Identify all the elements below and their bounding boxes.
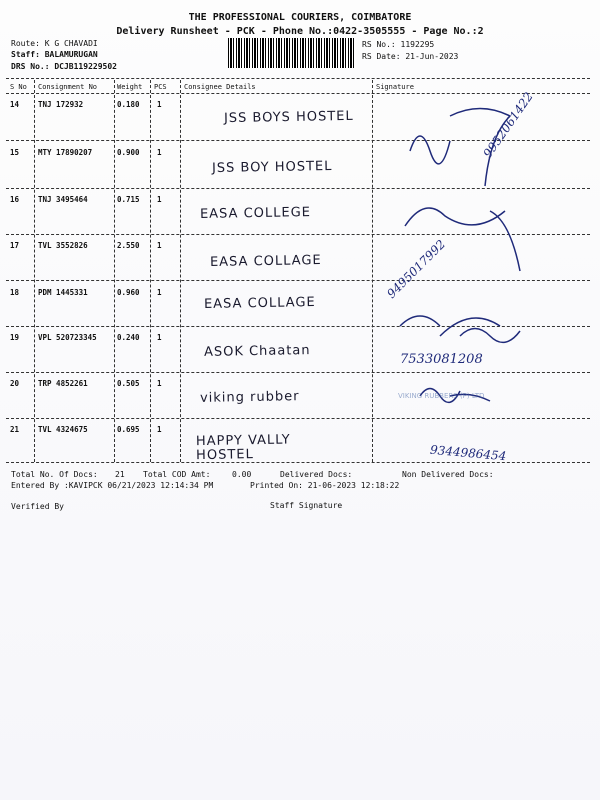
row-consignee-handwritten: ASOK Chaatan xyxy=(203,343,311,360)
delivered-docs-label: Delivered Docs: xyxy=(280,470,353,479)
table-top-rule xyxy=(6,78,590,79)
row-consignee-handwritten: JSS BOYS HOSTEL xyxy=(223,108,354,127)
rs-date: RS Date: 21-Jun-2023 xyxy=(362,52,459,61)
row-consignment: VPL 520723345 xyxy=(38,333,97,342)
cod-label: Total COD Amt: xyxy=(143,470,211,479)
row-sno: 14 xyxy=(10,100,20,109)
col-header-sno: S No xyxy=(10,83,27,91)
col-header-pcs: PCS xyxy=(154,83,167,91)
runsheet-subtitle: Delivery Runsheet - PCK - Phone No.:0422-3505555 - Page No.:2 xyxy=(116,26,484,37)
row-sno: 19 xyxy=(10,333,20,342)
row-consignment: TRP 4852261 xyxy=(38,379,88,388)
row-weight: 0.715 xyxy=(117,195,140,204)
row-pcs: 1 xyxy=(157,241,162,250)
row-pcs: 1 xyxy=(157,379,162,388)
staff-label: Staff: BALAMURUGAN xyxy=(11,50,98,59)
signature-phone: 7533081208 xyxy=(400,352,483,367)
row-consignee-handwritten: EASA COLLAGE xyxy=(209,253,322,270)
row-sno: 16 xyxy=(10,195,20,204)
row-consignee-handwritten: JSS BOY HOSTEL xyxy=(211,158,333,177)
row-pcs: 1 xyxy=(157,195,162,204)
row-sno: 20 xyxy=(10,379,20,388)
row-weight: 0.505 xyxy=(117,379,140,388)
row-sno: 18 xyxy=(10,288,20,297)
staff-signature-label: Staff Signature xyxy=(270,501,343,510)
company-title: THE PROFESSIONAL COURIERS, COIMBATORE xyxy=(188,12,412,23)
signature-phone: 9344986454 xyxy=(429,442,507,464)
row-weight: 0.900 xyxy=(117,148,140,157)
row-consignment: TVL 4324675 xyxy=(38,425,88,434)
company-stamp: VIKING RUBBERS (P) LTD xyxy=(398,392,485,400)
col-header-signature: Signature xyxy=(376,83,414,91)
total-docs-label: Total No. Of Docs: xyxy=(11,470,98,479)
row-consignee-handwritten: viking rubber xyxy=(199,389,300,406)
row-weight: 2.550 xyxy=(117,241,140,250)
col-divider xyxy=(34,80,35,462)
row-weight: 0.180 xyxy=(117,100,140,109)
total-docs-value: 21 xyxy=(115,470,125,479)
cod-value: 0.00 xyxy=(232,470,252,479)
row-consignment: TNJ 172932 xyxy=(38,100,84,109)
row-pcs: 1 xyxy=(157,333,162,342)
col-divider xyxy=(180,80,181,462)
printed-on: Printed On: 21-06-2023 12:18:22 xyxy=(250,481,400,490)
row-pcs: 1 xyxy=(157,425,162,434)
col-header-consignee: Consignee Details xyxy=(184,83,256,91)
col-header-weight: Weight xyxy=(117,83,143,91)
signature-phone: 9495017992 xyxy=(384,237,449,301)
drs-number: DRS No.: DCJB119229502 xyxy=(11,62,117,71)
col-divider xyxy=(150,80,151,462)
non-delivered-docs-label: Non Delivered Docs: xyxy=(402,470,494,479)
row-sno: 17 xyxy=(10,241,20,250)
header-rule xyxy=(6,93,590,94)
row-consignee-handwritten: HAPPY VALLY HOSTEL xyxy=(195,432,291,464)
row-weight: 0.695 xyxy=(117,425,140,434)
entered-by: Entered By :KAVIPCK 06/21/2023 12:14:34 PM xyxy=(11,481,214,490)
row-consignment: MTY 17890207 xyxy=(38,148,93,157)
signature-phone: 9952061422 xyxy=(480,89,536,161)
row-consignment: TVL 3552826 xyxy=(38,241,88,250)
rs-number: RS No.: 1192295 xyxy=(362,40,435,49)
row-weight: 0.240 xyxy=(117,333,140,342)
verified-by-label: Verified By xyxy=(11,502,64,511)
col-divider xyxy=(114,80,115,462)
row-pcs: 1 xyxy=(157,100,162,109)
route-label: Route: K G CHAVADI xyxy=(11,39,98,48)
row-pcs: 1 xyxy=(157,148,162,157)
row-consignee-handwritten: EASA COLLAGE xyxy=(203,295,316,312)
row-consignment: TNJ 3495464 xyxy=(38,195,88,204)
row-sno: 21 xyxy=(10,425,20,434)
row-weight: 0.960 xyxy=(117,288,140,297)
col-header-consignment: Consignment No xyxy=(38,83,98,91)
row-sno: 15 xyxy=(10,148,20,157)
row-pcs: 1 xyxy=(157,288,162,297)
row-consignment: PDM 1445331 xyxy=(38,288,88,297)
row-consignee-handwritten: EASA COLLEGE xyxy=(199,205,312,222)
barcode-image xyxy=(228,38,356,68)
col-divider xyxy=(372,80,373,462)
